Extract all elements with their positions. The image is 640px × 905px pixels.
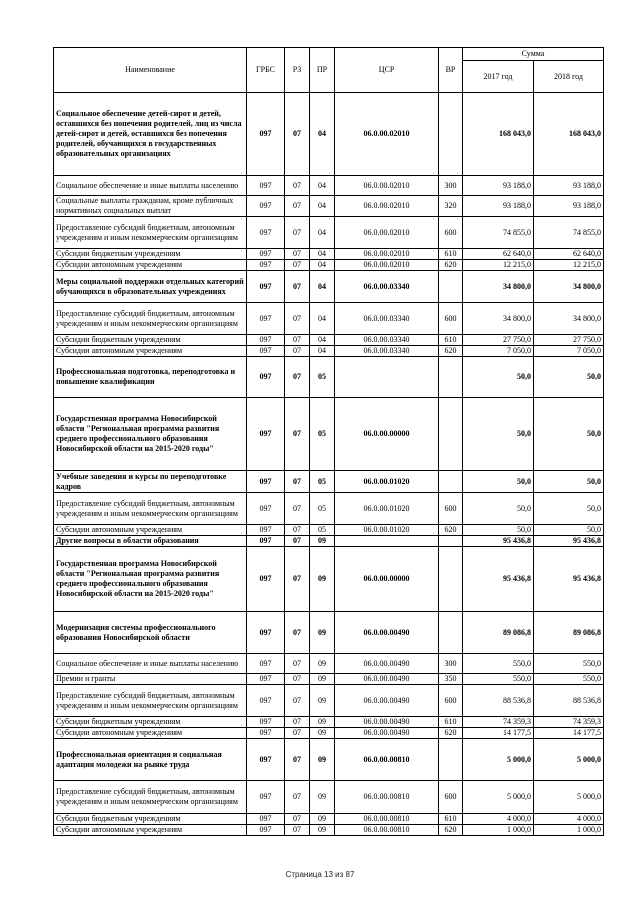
row-grbs: 097 bbox=[247, 728, 285, 739]
row-name: Модернизация системы профессионального образования Новосибирской области bbox=[54, 612, 247, 654]
row-sum-2018: 50,0 bbox=[534, 398, 604, 471]
row-sum-2017: 34 800,0 bbox=[463, 303, 534, 335]
row-pr: 09 bbox=[310, 717, 335, 728]
header-pr: ПР bbox=[310, 48, 335, 93]
row-sum-2018: 27 750,0 bbox=[534, 335, 604, 346]
row-grbs: 097 bbox=[247, 612, 285, 654]
table-row bbox=[54, 525, 604, 536]
row-grbs: 097 bbox=[247, 814, 285, 825]
table-row bbox=[54, 814, 604, 825]
page-number: Страница 13 из 87 bbox=[285, 870, 355, 879]
row-sum-2017: 50,0 bbox=[463, 471, 534, 493]
row-rz: 07 bbox=[285, 217, 310, 249]
row-pr: 05 bbox=[310, 357, 335, 398]
header-2018: 2018 год bbox=[534, 61, 604, 93]
row-name: Премии и гранты bbox=[54, 674, 247, 685]
row-grbs: 097 bbox=[247, 685, 285, 717]
row-vr bbox=[439, 547, 463, 612]
row-rz: 07 bbox=[285, 335, 310, 346]
row-name: Социальное обеспечение и иные выплаты населению bbox=[54, 654, 247, 674]
row-vr: 600 bbox=[439, 217, 463, 249]
row-name: Социальное обеспечение и иные выплаты населению bbox=[54, 176, 247, 196]
table-row bbox=[54, 536, 604, 547]
table-row bbox=[54, 739, 604, 781]
table-row bbox=[54, 547, 604, 612]
row-name: Предоставление субсидий бюджетным, автономным учреждениям и иным некоммерческим организациям bbox=[54, 493, 247, 525]
row-sum-2018: 5 000,0 bbox=[534, 781, 604, 814]
row-sum-2017: 1 000,0 bbox=[463, 825, 534, 836]
row-sum-2018: 50,0 bbox=[534, 493, 604, 525]
row-sum-2018: 62 640,0 bbox=[534, 249, 604, 260]
row-sum-2017: 27 750,0 bbox=[463, 335, 534, 346]
row-name: Субсидии бюджетным учреждениям bbox=[54, 717, 247, 728]
row-grbs: 097 bbox=[247, 471, 285, 493]
row-sum-2018: 88 536,8 bbox=[534, 685, 604, 717]
row-pr: 09 bbox=[310, 612, 335, 654]
row-rz: 07 bbox=[285, 728, 310, 739]
row-vr bbox=[439, 271, 463, 303]
row-sum-2017: 550,0 bbox=[463, 654, 534, 674]
header-rz: РЗ bbox=[285, 48, 310, 93]
row-vr: 610 bbox=[439, 717, 463, 728]
row-grbs: 097 bbox=[247, 303, 285, 335]
row-rz: 07 bbox=[285, 260, 310, 271]
row-sum-2017: 95 436,8 bbox=[463, 536, 534, 547]
row-sum-2017: 168 043,0 bbox=[463, 93, 534, 176]
row-pr: 04 bbox=[310, 271, 335, 303]
table-row bbox=[54, 93, 604, 176]
row-vr bbox=[439, 471, 463, 493]
row-rz: 07 bbox=[285, 176, 310, 196]
row-sum-2017: 50,0 bbox=[463, 525, 534, 536]
row-pr: 04 bbox=[310, 303, 335, 335]
row-csr: 06.0.00.02010 bbox=[335, 176, 439, 196]
table-row bbox=[54, 685, 604, 717]
row-rz: 07 bbox=[285, 346, 310, 357]
row-name: Предоставление субсидий бюджетным, автономным учреждениям и иным некоммерческим организациям bbox=[54, 303, 247, 335]
table-row bbox=[54, 825, 604, 836]
row-name: Субсидии бюджетным учреждениям bbox=[54, 249, 247, 260]
table-row bbox=[54, 612, 604, 654]
row-csr: 06.0.00.00810 bbox=[335, 814, 439, 825]
table-row bbox=[54, 303, 604, 335]
table-row bbox=[54, 335, 604, 346]
row-sum-2018: 50,0 bbox=[534, 471, 604, 493]
row-pr: 09 bbox=[310, 547, 335, 612]
row-pr: 09 bbox=[310, 674, 335, 685]
row-name: Профессиональная ориентация и социальная адаптация молодежи на рынке труда bbox=[54, 739, 247, 781]
row-csr bbox=[335, 536, 439, 547]
row-csr: 06.0.00.00810 bbox=[335, 739, 439, 781]
row-sum-2017: 74 359,3 bbox=[463, 717, 534, 728]
row-csr: 06.0.00.00000 bbox=[335, 547, 439, 612]
row-csr: 06.0.00.01020 bbox=[335, 525, 439, 536]
row-pr: 09 bbox=[310, 814, 335, 825]
row-grbs: 097 bbox=[247, 176, 285, 196]
row-rz: 07 bbox=[285, 781, 310, 814]
row-csr: 06.0.00.03340 bbox=[335, 346, 439, 357]
row-grbs: 097 bbox=[247, 781, 285, 814]
row-sum-2017: 50,0 bbox=[463, 398, 534, 471]
row-grbs: 097 bbox=[247, 825, 285, 836]
table-row bbox=[54, 493, 604, 525]
header-name: Наименование bbox=[54, 48, 247, 93]
row-sum-2018: 7 050,0 bbox=[534, 346, 604, 357]
table-row bbox=[54, 728, 604, 739]
row-sum-2017: 5 000,0 bbox=[463, 739, 534, 781]
row-rz: 07 bbox=[285, 398, 310, 471]
header-csr: ЦСР bbox=[335, 48, 439, 93]
table-row bbox=[54, 398, 604, 471]
row-rz: 07 bbox=[285, 685, 310, 717]
row-rz: 07 bbox=[285, 674, 310, 685]
row-csr: 06.0.00.00000 bbox=[335, 398, 439, 471]
row-vr: 600 bbox=[439, 781, 463, 814]
row-sum-2018: 12 215,0 bbox=[534, 260, 604, 271]
row-sum-2017: 89 086,8 bbox=[463, 612, 534, 654]
row-rz: 07 bbox=[285, 825, 310, 836]
row-name: Субсидии автономным учреждениям bbox=[54, 525, 247, 536]
table-row bbox=[54, 249, 604, 260]
row-grbs: 097 bbox=[247, 674, 285, 685]
row-rz: 07 bbox=[285, 271, 310, 303]
row-sum-2018: 4 000,0 bbox=[534, 814, 604, 825]
row-sum-2018: 5 000,0 bbox=[534, 739, 604, 781]
row-grbs: 097 bbox=[247, 357, 285, 398]
row-rz: 07 bbox=[285, 547, 310, 612]
row-sum-2017: 95 436,8 bbox=[463, 547, 534, 612]
table-row bbox=[54, 471, 604, 493]
row-name: Государственная программа Новосибирской области "Региональная программа развития среднего профессионального образования Новосибирской области на 2015-2020 годы" bbox=[54, 547, 247, 612]
budget-table bbox=[53, 47, 604, 836]
row-rz: 07 bbox=[285, 739, 310, 781]
row-sum-2017: 7 050,0 bbox=[463, 346, 534, 357]
row-sum-2018: 74 359,3 bbox=[534, 717, 604, 728]
row-name: Субсидии автономным учреждениям bbox=[54, 825, 247, 836]
row-pr: 04 bbox=[310, 196, 335, 217]
row-csr: 06.0.00.00490 bbox=[335, 654, 439, 674]
row-vr: 620 bbox=[439, 728, 463, 739]
row-grbs: 097 bbox=[247, 739, 285, 781]
row-rz: 07 bbox=[285, 303, 310, 335]
row-sum-2017: 62 640,0 bbox=[463, 249, 534, 260]
row-pr: 09 bbox=[310, 685, 335, 717]
row-sum-2018: 89 086,8 bbox=[534, 612, 604, 654]
row-sum-2018: 95 436,8 bbox=[534, 547, 604, 612]
row-pr: 09 bbox=[310, 739, 335, 781]
row-pr: 09 bbox=[310, 536, 335, 547]
row-vr bbox=[439, 398, 463, 471]
row-grbs: 097 bbox=[247, 260, 285, 271]
row-name: Учебные заведения и курсы по переподготовке кадров bbox=[54, 471, 247, 493]
row-sum-2017: 88 536,8 bbox=[463, 685, 534, 717]
row-rz: 07 bbox=[285, 525, 310, 536]
row-pr: 05 bbox=[310, 398, 335, 471]
row-rz: 07 bbox=[285, 612, 310, 654]
row-grbs: 097 bbox=[247, 493, 285, 525]
row-csr: 06.0.00.02010 bbox=[335, 93, 439, 176]
row-grbs: 097 bbox=[247, 398, 285, 471]
row-sum-2017: 550,0 bbox=[463, 674, 534, 685]
row-grbs: 097 bbox=[247, 547, 285, 612]
table-row bbox=[54, 674, 604, 685]
row-grbs: 097 bbox=[247, 525, 285, 536]
row-vr: 610 bbox=[439, 814, 463, 825]
row-pr: 09 bbox=[310, 781, 335, 814]
row-rz: 07 bbox=[285, 93, 310, 176]
row-vr: 620 bbox=[439, 260, 463, 271]
row-sum-2018: 34 800,0 bbox=[534, 271, 604, 303]
row-vr: 300 bbox=[439, 176, 463, 196]
row-csr: 06.0.00.03340 bbox=[335, 335, 439, 346]
row-sum-2018: 93 188,0 bbox=[534, 176, 604, 196]
row-rz: 07 bbox=[285, 717, 310, 728]
row-pr: 09 bbox=[310, 825, 335, 836]
row-csr: 06.0.00.00810 bbox=[335, 825, 439, 836]
row-sum-2017: 50,0 bbox=[463, 493, 534, 525]
row-grbs: 097 bbox=[247, 335, 285, 346]
row-grbs: 097 bbox=[247, 536, 285, 547]
row-name: Предоставление субсидий бюджетным, автономным учреждениям и иным некоммерческим организациям bbox=[54, 685, 247, 717]
table-row bbox=[54, 654, 604, 674]
row-rz: 07 bbox=[285, 249, 310, 260]
row-rz: 07 bbox=[285, 493, 310, 525]
row-pr: 09 bbox=[310, 654, 335, 674]
row-name: Субсидии автономным учреждениям bbox=[54, 728, 247, 739]
row-vr: 600 bbox=[439, 303, 463, 335]
table-row bbox=[54, 260, 604, 271]
row-pr: 09 bbox=[310, 728, 335, 739]
row-csr: 06.0.00.00490 bbox=[335, 612, 439, 654]
row-csr: 06.0.00.02010 bbox=[335, 249, 439, 260]
row-sum-2018: 50,0 bbox=[534, 357, 604, 398]
row-name: Субсидии автономным учреждениям bbox=[54, 346, 247, 357]
row-rz: 07 bbox=[285, 471, 310, 493]
row-name: Субсидии бюджетным учреждениям bbox=[54, 814, 247, 825]
row-vr bbox=[439, 93, 463, 176]
row-name: Субсидии автономным учреждениям bbox=[54, 260, 247, 271]
row-csr: 06.0.00.02010 bbox=[335, 196, 439, 217]
table-row bbox=[54, 357, 604, 398]
row-pr: 05 bbox=[310, 471, 335, 493]
row-csr: 06.0.00.03340 bbox=[335, 271, 439, 303]
row-sum-2018: 14 177,5 bbox=[534, 728, 604, 739]
row-csr: 06.0.00.02010 bbox=[335, 217, 439, 249]
table-row bbox=[54, 196, 604, 217]
row-sum-2017: 50,0 bbox=[463, 357, 534, 398]
row-grbs: 097 bbox=[247, 196, 285, 217]
row-name: Социальные выплаты гражданам, кроме публичных нормативных социальных выплат bbox=[54, 196, 247, 217]
row-grbs: 097 bbox=[247, 346, 285, 357]
row-pr: 04 bbox=[310, 335, 335, 346]
row-rz: 07 bbox=[285, 357, 310, 398]
row-vr: 300 bbox=[439, 654, 463, 674]
row-vr: 600 bbox=[439, 493, 463, 525]
row-sum-2018: 168 043,0 bbox=[534, 93, 604, 176]
row-sum-2017: 4 000,0 bbox=[463, 814, 534, 825]
table-row bbox=[54, 176, 604, 196]
row-sum-2017: 14 177,5 bbox=[463, 728, 534, 739]
row-name: Другие вопросы в области образования bbox=[54, 536, 247, 547]
row-sum-2018: 74 855,0 bbox=[534, 217, 604, 249]
row-name: Предоставление субсидий бюджетным, автономным учреждениям и иным некоммерческим организациям bbox=[54, 217, 247, 249]
header-grbs: ГРБС bbox=[247, 48, 285, 93]
row-csr: 06.0.00.02010 bbox=[335, 260, 439, 271]
table-row bbox=[54, 217, 604, 249]
row-sum-2018: 1 000,0 bbox=[534, 825, 604, 836]
row-vr bbox=[439, 536, 463, 547]
row-pr: 04 bbox=[310, 260, 335, 271]
row-pr: 04 bbox=[310, 176, 335, 196]
row-sum-2017: 93 188,0 bbox=[463, 196, 534, 217]
row-vr: 610 bbox=[439, 335, 463, 346]
row-pr: 04 bbox=[310, 217, 335, 249]
row-csr: 06.0.00.01020 bbox=[335, 471, 439, 493]
row-pr: 04 bbox=[310, 249, 335, 260]
row-grbs: 097 bbox=[247, 654, 285, 674]
row-csr: 06.0.00.00490 bbox=[335, 674, 439, 685]
row-sum-2018: 550,0 bbox=[534, 674, 604, 685]
row-csr: 06.0.00.00810 bbox=[335, 781, 439, 814]
row-sum-2017: 34 800,0 bbox=[463, 271, 534, 303]
row-sum-2017: 12 215,0 bbox=[463, 260, 534, 271]
row-vr: 620 bbox=[439, 825, 463, 836]
row-sum-2018: 95 436,8 bbox=[534, 536, 604, 547]
row-vr: 320 bbox=[439, 196, 463, 217]
row-grbs: 097 bbox=[247, 93, 285, 176]
row-grbs: 097 bbox=[247, 271, 285, 303]
row-csr bbox=[335, 357, 439, 398]
row-vr bbox=[439, 612, 463, 654]
row-vr: 610 bbox=[439, 249, 463, 260]
row-vr: 620 bbox=[439, 525, 463, 536]
row-csr: 06.0.00.00490 bbox=[335, 717, 439, 728]
row-rz: 07 bbox=[285, 196, 310, 217]
row-name: Государственная программа Новосибирской области "Региональная программа развития среднего профессионального образования Новосибирской области на 2015-2020 годы" bbox=[54, 398, 247, 471]
row-name: Субсидии бюджетным учреждениям bbox=[54, 335, 247, 346]
header-sum: Сумма bbox=[463, 48, 604, 61]
row-vr bbox=[439, 739, 463, 781]
row-grbs: 097 bbox=[247, 217, 285, 249]
row-vr: 620 bbox=[439, 346, 463, 357]
row-grbs: 097 bbox=[247, 717, 285, 728]
row-rz: 07 bbox=[285, 536, 310, 547]
row-pr: 04 bbox=[310, 346, 335, 357]
row-sum-2017: 93 188,0 bbox=[463, 176, 534, 196]
table-row bbox=[54, 717, 604, 728]
row-csr: 06.0.00.00490 bbox=[335, 685, 439, 717]
row-csr: 06.0.00.03340 bbox=[335, 303, 439, 335]
row-vr: 600 bbox=[439, 685, 463, 717]
row-rz: 07 bbox=[285, 814, 310, 825]
row-sum-2017: 74 855,0 bbox=[463, 217, 534, 249]
row-sum-2018: 93 188,0 bbox=[534, 196, 604, 217]
row-vr bbox=[439, 357, 463, 398]
row-pr: 04 bbox=[310, 93, 335, 176]
row-csr: 06.0.00.00490 bbox=[335, 728, 439, 739]
row-name: Социальное обеспечение детей-сирот и детей, оставшихся без попечения родителей, лиц из числа детей-сирот и детей, оставшихся без попечения родителей, обучающихся в государственных образовательных организациях bbox=[54, 93, 247, 176]
header-2017: 2017 год bbox=[463, 61, 534, 93]
row-sum-2018: 550,0 bbox=[534, 654, 604, 674]
row-pr: 05 bbox=[310, 525, 335, 536]
row-grbs: 097 bbox=[247, 249, 285, 260]
row-vr: 350 bbox=[439, 674, 463, 685]
row-pr: 05 bbox=[310, 493, 335, 525]
table-row bbox=[54, 346, 604, 357]
row-sum-2018: 50,0 bbox=[534, 525, 604, 536]
row-csr: 06.0.00.01020 bbox=[335, 493, 439, 525]
row-name: Меры социальной поддержки отдельных категорий обучающихся в образовательных учреждениях bbox=[54, 271, 247, 303]
row-name: Профессиональная подготовка, переподготовка и повышение квалификации bbox=[54, 357, 247, 398]
table-row bbox=[54, 781, 604, 814]
table-row bbox=[54, 271, 604, 303]
header-vr: ВР bbox=[439, 48, 463, 93]
row-name: Предоставление субсидий бюджетным, автономным учреждениям и иным некоммерческим организациям bbox=[54, 781, 247, 814]
row-sum-2017: 5 000,0 bbox=[463, 781, 534, 814]
row-sum-2018: 34 800,0 bbox=[534, 303, 604, 335]
row-rz: 07 bbox=[285, 654, 310, 674]
